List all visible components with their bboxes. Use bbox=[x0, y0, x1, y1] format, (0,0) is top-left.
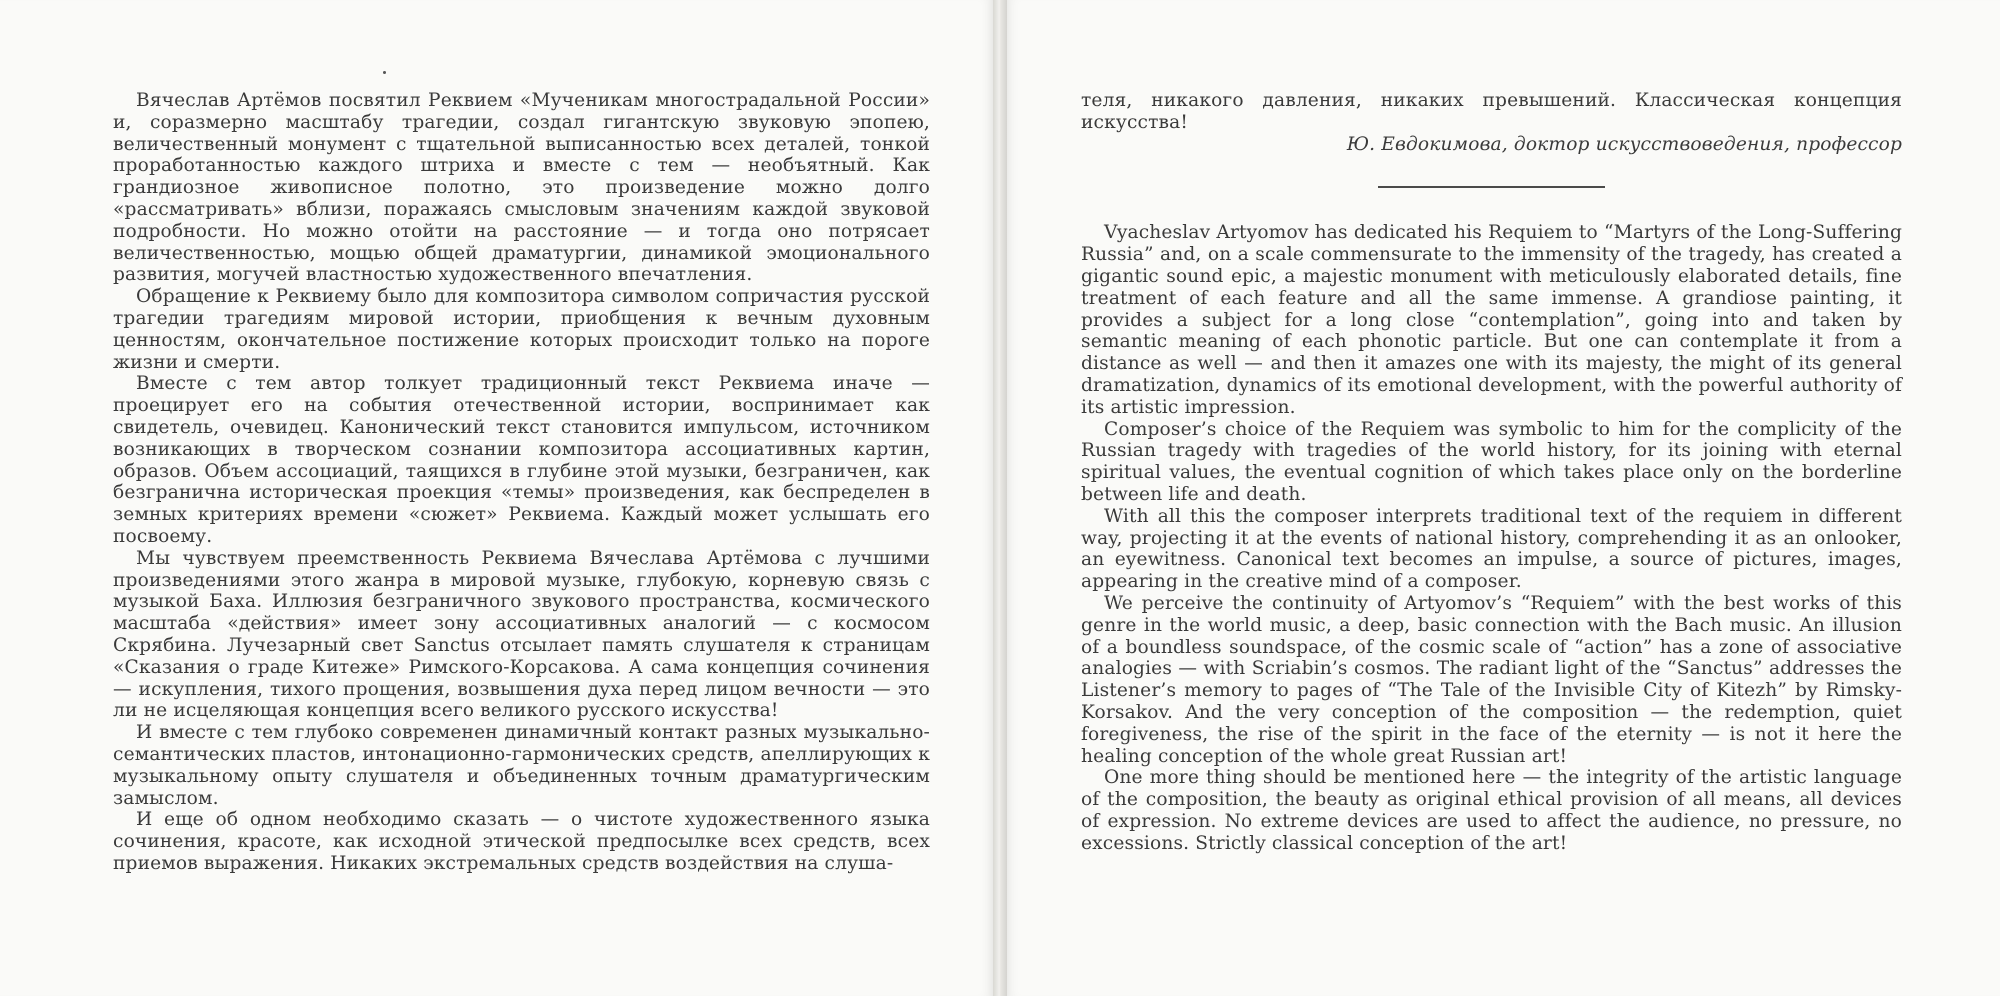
author-signature: Ю. Евдокимова, доктор искусствоведения, профессор bbox=[1346, 133, 1902, 155]
paragraph: Обращение к Реквиему было для композитора символом сопричастия русской трагедии трагедиям мировой истории, приобщения к вечным духовным ценностям, окончательное постижение которых происходит только на пороге жизни и смерти. bbox=[113, 286, 930, 373]
english-translation bbox=[1081, 222, 1902, 854]
russian-continuation: теля, никакого давления, никаких превышений. Классическая концепция искусства! bbox=[1081, 90, 1902, 133]
paragraph: Vyacheslav Artyomov has dedicated his Requiem to “Martyrs of the Long-Suffering Russia” and, on a scale commensurate to the immensity of the tragedy, has created a gigantic sound epic, a majestic monument with meticulously elaborated details, fine treatment of each feature and all the same immense. A grandiose painting, it provides a subject for a long close “contemplation”, going into and taken by semantic meaning of each phonotic particle. But one can contemplate it from a distance as well — and then it amazes one with its majesty, the might of its general dramatization, dynamics of its emotional development, with the powerful authority of its artistic impression. bbox=[1081, 222, 1902, 418]
right-page bbox=[1007, 0, 2000, 996]
paragraph: We perceive the continuity of Artyomov’s “Requiem” with the best works of this genre in the world music, a deep, basic connection with the Bach music. An illusion of a boundless soundspace, of the cosmic scale of “action” has a zone of associative analogies — with Scriabin’s cosmos. The radiant light of the “Sanctus” addresses the Listener’s memory to pages of “The Tale of the Invisible City of Kitezh” by Rimsky-Korsakov. And the very conception of the composition — the redemption, quiet foregiveness, the rise of the spirit in the face of the eternity — is not it here the healing conception of the whole great Russian art! bbox=[1081, 592, 1902, 767]
left-page bbox=[0, 0, 993, 996]
paragraph: Вместе с тем автор толкует традиционный текст Реквиема иначе — проецирует его на события отечественной истории, воспринимает как свидетель, очевидец. Канонический текст становится импульсом, источником возникающих в творческом сознании композитора ассоциативных картин, образов. Объем ассоциаций, таящихся в глубине этой музыки, безграничен, как безгранична историческая проекция «темы» произведения, как беспределен в земных критериях времени «сюжет» Реквиема. Каждый может услышать его посвоему. bbox=[113, 373, 930, 547]
russian-text-column bbox=[113, 90, 930, 875]
paragraph: И вместе с тем глубоко современен динамичный контакт разных музыкально-семантических пластов, интонационно-гармонических средств, апеллирующих к музыкальному опыту слушателя и объединенных точным драматургическим замыслом. bbox=[113, 722, 930, 809]
paragraph: Composer’s choice of the Requiem was symbolic to him for the complicity of the Russian tragedy with tragedies of the world history, for its joining with eternal spiritual values, the eventual cognition of which takes place only on the borderline between life and death. bbox=[1081, 418, 1902, 505]
paragraph: One more thing should be mentioned here — the integrity of the artistic language of the composition, the beauty as original ethical provision of all means, all devices of expression. No extreme devices are used to affect the audience, no pressure, no excessions. Strictly classical conception of the art! bbox=[1081, 767, 1902, 854]
section-divider bbox=[1378, 186, 1605, 188]
print-speck bbox=[383, 71, 386, 74]
paragraph: With all this the composer interprets traditional text of the requiem in different way, projecting it at the events of national history, comprehending it as an onlooker, an eyewitness. Canonical text becomes an impulse, a source of pictures, images, appearing in the creative mind of a composer. bbox=[1081, 505, 1902, 593]
paragraph: Мы чувствуем преемственность Реквиема Вячеслава Артёмова с лучшими произведениями этого жанра в мировой музыке, глубокую, корневую связь с музыкой Баха. Иллюзия безграничного звукового пространства, космического масштаба «действия» имеет зону ассоциативных аналогий — с космосом Скрябина. Лучезарный свет Sanctus отсылает память слушателя к страницам «Сказания о граде Китеже» Римского-Корсакова. А сама концепция сочинения — искупления, тихого прощения, возвышения духа перед лицом вечности — это ли не исцеляющая концепция всего великого русского искусства! bbox=[113, 547, 930, 722]
paragraph: Вячеслав Артёмов посвятил Реквием «Мученикам многострадальной России» и, соразмерно масштабу трагедии, создал гигантскую звуковую эпопею, величественный монумент с тщательной выписанностью всех деталей, тонкой проработанностью каждого штриха и вместе с тем — необъятный. Как грандиозное живописное полотно, это произведение можно долго «рассматривать» вблизи, поражаясь смысловым значениям каждой звуковой подробности. Но можно отойти на расстояние — и тогда оно потрясает величественностью, мощью общей драматургии, динамикой эмоционального развития, могучей властностью художественного впечатления. bbox=[113, 90, 930, 286]
center-fold bbox=[993, 0, 1007, 996]
paragraph: И еще об одном необходимо сказать — о чистоте художественного языка сочинения, красоте, как исходной этической предпосылке всех средств, всех приемов выражения. Никаких экстремальных средств воздействия на слуша- bbox=[113, 809, 930, 874]
right-text-column bbox=[1081, 90, 1902, 855]
